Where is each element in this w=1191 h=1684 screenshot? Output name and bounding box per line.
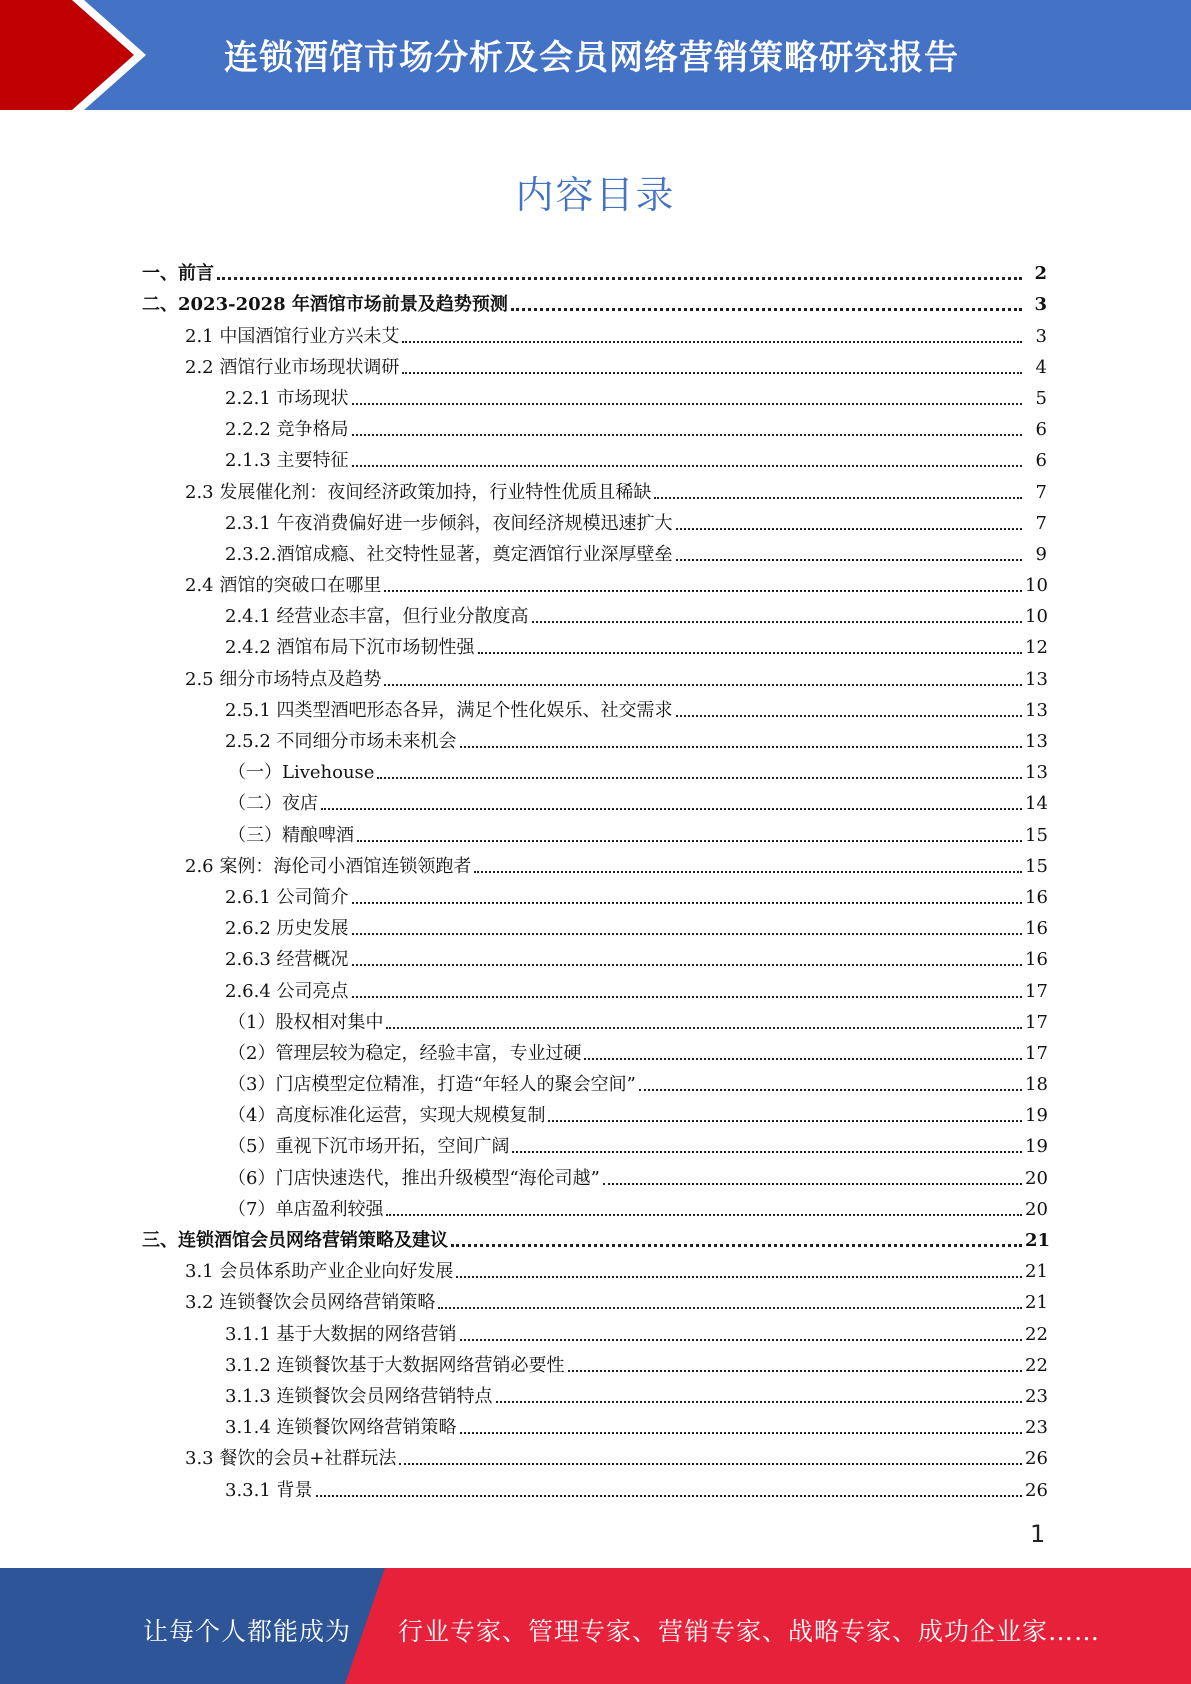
toc-entry[interactable] — [0, 254, 1191, 285]
toc-entry[interactable] — [0, 410, 1191, 441]
toc-leader-dots — [451, 1244, 1022, 1247]
toc-entry[interactable] — [0, 1346, 1191, 1377]
toc-leader-dots — [352, 403, 1022, 405]
toc-entry-page: 17 — [1025, 1011, 1048, 1033]
toc-entry[interactable] — [0, 1252, 1191, 1283]
toc-leader-dots — [639, 1089, 1022, 1091]
toc-entry-page: 20 — [1025, 1198, 1048, 1220]
toc-leader-dots — [352, 465, 1022, 467]
toc-entry[interactable] — [0, 1314, 1191, 1345]
toc-entry-page: 17 — [1025, 1042, 1048, 1064]
footer-slogan-left: 让每个人都能成为 — [143, 1617, 352, 1646]
toc-entry-label: 2.4.1 经营业态丰富，但行业分散度高 — [225, 606, 529, 628]
toc-leader-dots — [460, 1432, 1022, 1434]
toc-entry-page: 18 — [1025, 1074, 1048, 1096]
toc-entry[interactable] — [0, 847, 1191, 878]
toc-entry[interactable] — [0, 316, 1191, 347]
toc-entry[interactable] — [0, 1283, 1191, 1314]
toc-entry-page: 16 — [1025, 949, 1048, 971]
toc-entry-label: 2.6.3 经营概况 — [225, 949, 349, 971]
toc-leader-dots — [384, 684, 1022, 686]
toc-leader-dots — [352, 434, 1022, 436]
toc-entry-label: 2.6.1 公司简介 — [225, 886, 349, 908]
toc-entry-page: 22 — [1025, 1323, 1048, 1345]
toc-entry[interactable] — [0, 971, 1191, 1002]
toc-entry-label: （一）Livehouse — [228, 762, 375, 784]
toc-entry-page: 21 — [1025, 1230, 1051, 1251]
toc-entry[interactable] — [0, 1439, 1191, 1470]
header-banner — [0, 0, 1191, 110]
toc-entry[interactable] — [0, 379, 1191, 410]
toc-entry-label: 3.3.1 背景 — [225, 1479, 313, 1501]
toc-entry-page: 23 — [1025, 1417, 1048, 1439]
toc-entry[interactable] — [0, 1065, 1191, 1096]
toc-entry-page: 6 — [1035, 419, 1047, 441]
toc-entry-page: 21 — [1025, 1292, 1048, 1314]
toc-leader-dots — [399, 1463, 1022, 1465]
toc-entry-label: （7）单店盈利较强 — [228, 1198, 384, 1220]
toc-entry[interactable] — [0, 1408, 1191, 1439]
toc-leader-dots — [357, 840, 1022, 842]
toc-leader-dots — [676, 715, 1022, 717]
toc-entry-label: 2.5.1 四类型酒吧形态各异，满足个性化娱乐、社交需求 — [225, 699, 673, 721]
toc-entry[interactable] — [0, 722, 1191, 753]
toc-entry[interactable] — [0, 1034, 1191, 1065]
toc-entry-label: 2.5 细分市场特点及趋势 — [185, 668, 382, 690]
toc-entry[interactable] — [0, 628, 1191, 659]
toc-leader-dots — [532, 621, 1022, 623]
toc-leader-dots — [474, 871, 1022, 873]
toc-entry-page: 19 — [1025, 1136, 1048, 1158]
toc-entry-page: 6 — [1035, 450, 1047, 472]
toc-entry-label: 3.3 餐饮的会员+社群玩法 — [185, 1448, 397, 1470]
toc-entry-page: 4 — [1035, 356, 1047, 378]
page-number: 1 — [1030, 1520, 1046, 1548]
toc-leader-dots — [217, 277, 1022, 280]
toc-entry[interactable] — [0, 1190, 1191, 1221]
toc-entry-label: 2.5.2 不同细分市场未来机会 — [225, 731, 457, 752]
toc-entry-label: 一、前言 — [142, 263, 214, 285]
toc-leader-dots — [456, 1276, 1022, 1278]
toc-entry-label: 3.1 会员体系助产业企业向好发展 — [185, 1261, 454, 1283]
toc-entry-page: 9 — [1035, 543, 1047, 565]
toc-entry-label: 2.4.2 酒馆布局下沉市场韧性强 — [225, 637, 475, 659]
toc-entry-page: 15 — [1025, 855, 1048, 877]
document-title: 连锁酒馆市场分析及会员网络营销策略研究报告 — [224, 38, 959, 78]
toc-entry-label: 2.3 发展催化剂：夜间经济政策加持，行业特性优质且稀缺 — [185, 481, 652, 503]
toc-entry[interactable] — [0, 1158, 1191, 1189]
toc-entry[interactable] — [0, 691, 1191, 722]
toc-entry-page: 3 — [1034, 294, 1047, 316]
toc-leader-dots — [377, 777, 1022, 779]
toc-leader-dots — [460, 746, 1022, 748]
toc-entry[interactable] — [0, 659, 1191, 690]
toc-entry-label: 2.4 酒馆的突破口在哪里 — [185, 575, 382, 597]
toc-entry-page: 13 — [1025, 699, 1048, 721]
toc-entry[interactable] — [0, 909, 1191, 940]
toc-leader-dots — [568, 1370, 1022, 1372]
toc-entry-label: （2）管理层较为稳定，经验丰富，专业过硬 — [228, 1042, 582, 1064]
toc-entry-page: 13 — [1025, 668, 1048, 690]
toc-entry-label: （3）门店模型定位精准，打造“年轻人的聚会空间” — [228, 1074, 636, 1096]
toc-entry-label: （6）门店快速迭代，推出升级模型“海伦司越” — [228, 1167, 600, 1189]
toc-entry[interactable] — [0, 1003, 1191, 1034]
toc-entry[interactable] — [0, 784, 1191, 815]
toc-entry-page: 20 — [1025, 1167, 1048, 1189]
footer-banner — [0, 1568, 1191, 1684]
toc-entry-page: 23 — [1025, 1385, 1048, 1407]
toc-entry-label: 三、连锁酒馆会员网络营销策略及建议 — [142, 1230, 448, 1251]
toc-entry[interactable] — [0, 1096, 1191, 1127]
toc-entry-label: 3.2 连锁餐饮会员网络营销策略 — [185, 1292, 436, 1314]
toc-entry[interactable] — [0, 753, 1191, 784]
toc-leader-dots — [511, 308, 1022, 311]
toc-entry[interactable] — [0, 815, 1191, 846]
toc-entry-label: 3.1.3 连锁餐饮会员网络营销特点 — [225, 1385, 493, 1407]
toc-entry-label: 2.3.1 午夜消费偏好进一步倾斜，夜间经济规模迅速扩大 — [225, 512, 673, 534]
toc-entry-label: 2.2.2 竞争格局 — [225, 419, 349, 441]
toc-leader-dots — [512, 1151, 1022, 1153]
toc-entry-page: 16 — [1025, 886, 1048, 908]
toc-entry[interactable] — [0, 348, 1191, 379]
toc-leader-dots — [676, 528, 1022, 530]
toc-entry-label: （4）高度标准化运营，实现大规模复制 — [228, 1105, 546, 1127]
toc-entry-label: 2.2 酒馆行业市场现状调研 — [185, 356, 400, 378]
toc-entry-page: 16 — [1025, 918, 1048, 940]
toc-entry-page: 2 — [1034, 263, 1047, 285]
toc-entry-page: 21 — [1025, 1261, 1048, 1283]
toc-entry-page: 17 — [1025, 980, 1048, 1002]
toc-leader-dots — [386, 1027, 1022, 1029]
toc-entry-page: 15 — [1025, 824, 1048, 846]
toc-entry-page: 7 — [1035, 512, 1047, 534]
toc-entry-label: 2.3.2.酒馆成瘾、社交特性显著，奠定酒馆行业深厚壁垒 — [225, 543, 673, 565]
toc-leader-dots — [584, 1058, 1022, 1060]
toc-entry-page: 3 — [1035, 325, 1047, 347]
toc-entry[interactable] — [0, 472, 1191, 503]
toc-entry-label: 3.1.2 连锁餐饮基于大数据网络营销必要性 — [225, 1354, 565, 1376]
toc-leader-dots — [316, 1495, 1022, 1497]
toc-leader-dots — [352, 933, 1022, 935]
toc-entry-label: （5）重视下沉市场开拓，空间广阔 — [228, 1136, 510, 1158]
toc-entry-label: 2.6.4 公司亮点 — [225, 980, 349, 1002]
toc-heading: 内容目录 — [515, 173, 676, 217]
toc-leader-dots — [460, 1339, 1022, 1341]
toc-entry-page: 22 — [1025, 1354, 1048, 1376]
toc-entry-page: 7 — [1035, 481, 1047, 503]
toc-entry[interactable] — [0, 285, 1191, 316]
toc-entry-page: 26 — [1025, 1448, 1048, 1470]
toc-entry[interactable] — [0, 597, 1191, 628]
toc-entry[interactable] — [0, 1127, 1191, 1158]
toc-entry-page: 10 — [1025, 606, 1048, 628]
footer-slogan-right: 行业专家、管理专家、营销专家、战略专家、成功企业家…… — [398, 1617, 1101, 1646]
toc-entry[interactable] — [0, 566, 1191, 597]
toc-entry-page: 19 — [1025, 1105, 1048, 1127]
toc-leader-dots — [496, 1401, 1022, 1403]
toc-leader-dots — [654, 497, 1022, 499]
toc-entry-label: （1）股权相对集中 — [228, 1011, 384, 1033]
toc-entry-label: 2.6.2 历史发展 — [225, 918, 349, 940]
toc-entry-label: 3.1.1 基于大数据的网络营销 — [225, 1323, 457, 1345]
toc-entry-label: 2.1.3 主要特征 — [225, 450, 349, 472]
toc-entry-page: 13 — [1025, 731, 1048, 752]
toc-entry-page: 26 — [1025, 1479, 1048, 1501]
toc-leader-dots — [386, 1214, 1022, 1216]
toc-entry-page: 5 — [1035, 387, 1047, 409]
chevron-arrow-icon — [0, 0, 160, 110]
toc-entry[interactable] — [0, 535, 1191, 566]
toc-entry[interactable] — [0, 504, 1191, 535]
toc-entry[interactable] — [0, 441, 1191, 472]
toc-leader-dots — [478, 652, 1022, 654]
toc-entry-label: （二）夜店 — [228, 793, 318, 815]
toc-leader-dots — [548, 1120, 1022, 1122]
toc-leader-dots — [321, 808, 1022, 810]
toc-leader-dots — [352, 996, 1022, 998]
toc-entry-label: （三）精酿啤酒 — [228, 824, 354, 846]
toc-entry-page: 12 — [1025, 637, 1048, 659]
toc-entry[interactable] — [0, 1470, 1191, 1501]
table-of-contents — [0, 254, 1191, 1502]
toc-leader-dots — [438, 1307, 1022, 1309]
toc-entry-page: 13 — [1025, 762, 1048, 784]
toc-leader-dots — [676, 559, 1022, 561]
toc-entry[interactable] — [0, 1377, 1191, 1408]
toc-entry-page: 14 — [1025, 793, 1048, 815]
toc-entry[interactable] — [0, 940, 1191, 971]
toc-leader-dots — [603, 1183, 1022, 1185]
toc-entry-label: 2.1 中国酒馆行业方兴未艾 — [185, 325, 400, 347]
toc-entry[interactable] — [0, 878, 1191, 909]
toc-entry-label: 2.2.1 市场现状 — [225, 387, 349, 409]
toc-entry[interactable] — [0, 1221, 1191, 1252]
toc-entry-page: 10 — [1025, 575, 1048, 597]
toc-leader-dots — [402, 341, 1022, 343]
toc-entry-label: 二、2023-2028 年酒馆市场前景及趋势预测 — [142, 294, 508, 316]
toc-leader-dots — [402, 372, 1022, 374]
toc-leader-dots — [352, 902, 1022, 904]
toc-leader-dots — [352, 964, 1022, 966]
toc-leader-dots — [384, 590, 1022, 592]
toc-entry-label: 3.1.4 连锁餐饮网络营销策略 — [225, 1417, 457, 1439]
toc-entry-label: 2.6 案例：海伦司小酒馆连锁领跑者 — [185, 855, 472, 877]
